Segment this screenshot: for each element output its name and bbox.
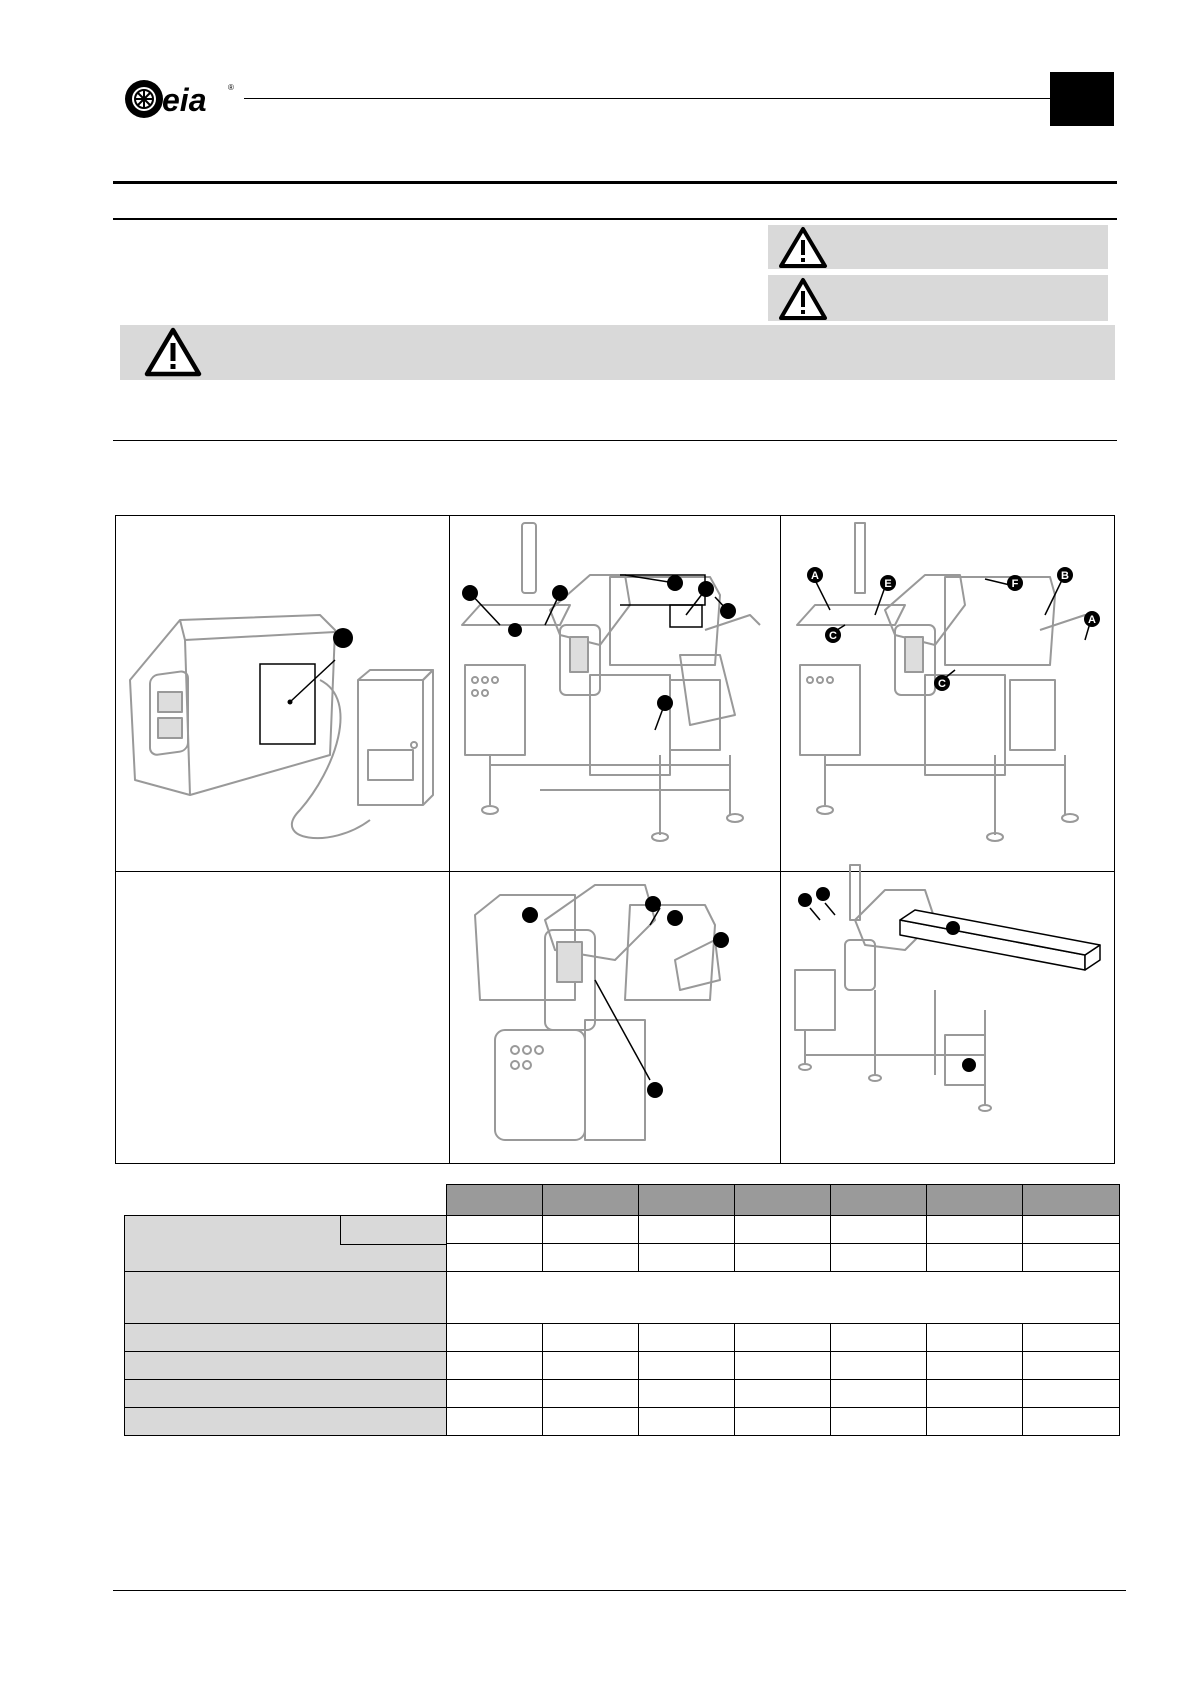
warning-box-2 bbox=[768, 275, 1108, 321]
section-tab-marker bbox=[1050, 72, 1114, 126]
ceia-logo bbox=[122, 74, 242, 124]
warning-box-1 bbox=[768, 225, 1108, 269]
svg-text:A: A bbox=[811, 570, 819, 582]
svg-text:F: F bbox=[1011, 578, 1019, 590]
grid-divider-v2 bbox=[780, 516, 781, 1163]
title-bottom-rule bbox=[113, 218, 1117, 220]
table-row bbox=[125, 1272, 1120, 1324]
figure-lettered-parts bbox=[785, 515, 1110, 850]
figure-detector-with-control-box bbox=[120, 520, 445, 865]
table-row bbox=[125, 1352, 1120, 1380]
warning-triangle-icon bbox=[778, 225, 828, 269]
figure-head-closeup bbox=[465, 880, 765, 1150]
svg-text:C: C bbox=[829, 630, 837, 642]
svg-text:A: A bbox=[1088, 614, 1096, 626]
svg-text:C: C bbox=[938, 678, 946, 690]
title-top-rule bbox=[113, 181, 1117, 184]
specs-table bbox=[124, 1184, 1120, 1436]
table-row bbox=[125, 1324, 1120, 1352]
figure-long-conveyor bbox=[785, 860, 1110, 1130]
svg-text:B: B bbox=[1061, 570, 1069, 582]
section-rule bbox=[113, 440, 1117, 441]
warning-triangle-icon bbox=[144, 326, 202, 378]
warning-box-wide bbox=[120, 325, 1115, 380]
figure-conveyor-guards bbox=[450, 515, 775, 850]
table-row bbox=[125, 1408, 1120, 1436]
svg-text:E: E bbox=[884, 578, 892, 590]
svg-text:eia: eia bbox=[162, 82, 207, 118]
table-header-row bbox=[125, 1185, 1120, 1216]
warning-triangle-icon bbox=[778, 276, 828, 322]
table-row bbox=[125, 1380, 1120, 1408]
footer-rule bbox=[113, 1590, 1126, 1591]
header-rule bbox=[244, 98, 1050, 99]
svg-text:®: ® bbox=[228, 83, 234, 92]
table-row bbox=[125, 1216, 1120, 1244]
